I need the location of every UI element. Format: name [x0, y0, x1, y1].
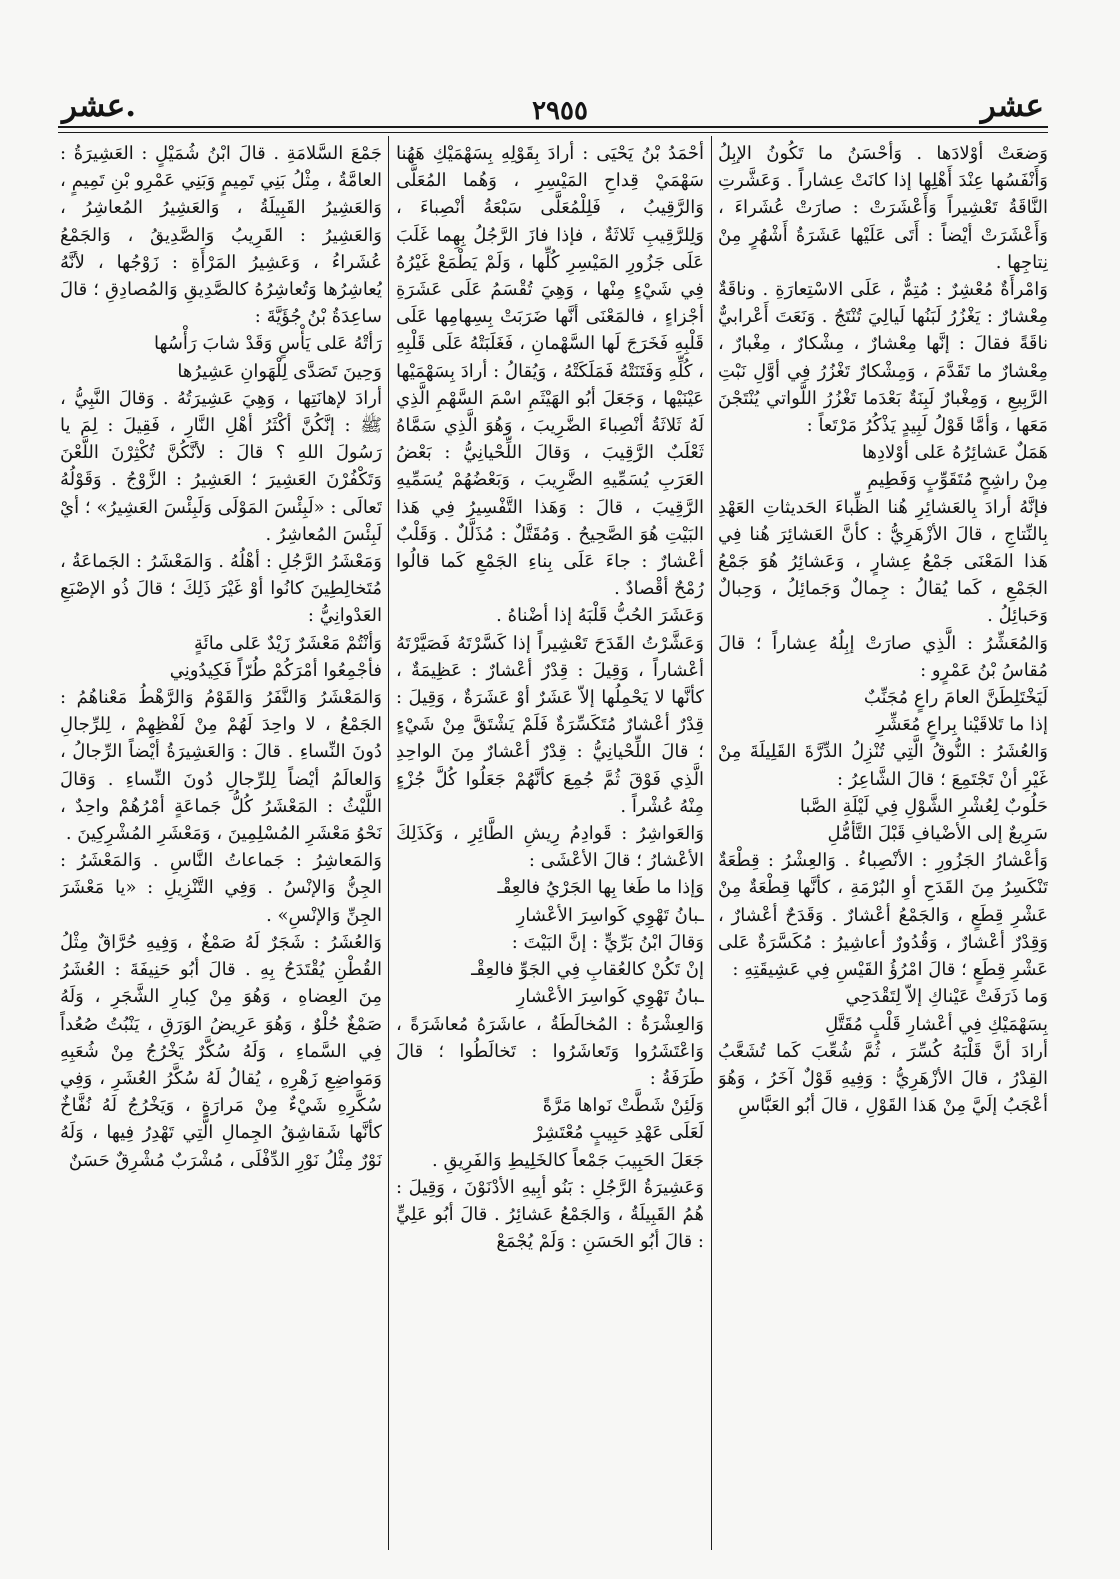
text-column-middle: [396, 140, 704, 1565]
header-rule: [58, 126, 1048, 128]
column-middle-text: أحْمَدُ بْنُ يَحْيَى : أرادَ بِقَوْلِهِ بِسَهْمَيْكِ هَهُنا سَهْمَيْ قِداحِ المَيْسِرِ ، وَهُما المُعَلَّى وَالرَّقِيبُ ، فَلِلْمُعَلَّى سَبْعَةُ أنْصِباءَ ، وَلِلرَّقِيبِ ثَلاثَةٌ ، فإذا فازَ الرَّجُلُ بِهِما غَلَبَ عَلَى جَزُورِ المَيْسِرِ كُلِّها ، وَلَمْ يَطْمَعْ غَيْرُهُ فِي شَيْءٍ مِنْها ، وَهِيَ تُقْسَمُ عَلَى عَشَرَةِ أجْزاءٍ ، فالمَعْنَى أنَّها ضَرَبَتْ بِسِهامِها عَلَى قَلْبِهِ فَخَرَجَ لَها السَّهْمانِ ، فَغَلَبَتْهُ عَلَى قَلْبِهِ ، كُلِّهِ وَفَتَنَتْهُ فَمَلَكَتْهُ ، وَيُقالُ : أرادَ بِسَهْمَيْها عَيْنَيْها ، وَجَعَلَ أبُو الهَيْثَمِ اسْمَ السَّهْمِ الَّذِي لَهُ ثَلاثَةُ أنْصِباءَ الضَّرِيبَ ، وَهُوَ الَّذِي سَمَّاهُ ثَعْلَبٌ الرَّقِيبَ ، وَقالَ اللِّحْيانِيُّ : بَعْضُ العَرَبِ يُسَمِّيهِ الضَّرِيبَ ، وَبَعْضُهُمْ يُسَمِّيهِ الرَّقِيبَ ، قالَ : وَهَذا التَّفْسِيرُ فِي هَذا البَيْتِ هُوَ الصَّحِيحُ . وَمُقَتَّلٌ : مُذَلَّلٌ . وَقَلْبٌ أعْشارٌ : جاءَ عَلَى بِناءِ الجَمْعِ كَما قالُوا رُمْحٌ أقْصادٌ . وَعَشَرَ الحُبُّ قَلْبَهُ إذا أضْناهُ . وَعَشَّرْتُ القَدَحَ تَعْشِيراً إذا كَسَّرْتَهُ فَصَيَّرْتَهُ أعْشاراً ، وَقِيلَ : قِدْرٌ أعْشارٌ : عَظِيمَةٌ ، كأنَّها لا يَحْمِلُها إلاّ عَشَرٌ أوْ عَشَرَةٌ ، وَقِيلَ : قِدْرٌ أعْشارٌ مُتَكَسِّرَةٌ فَلَمْ يَشْتَقَّ مِنْ شَيْءٍ ؛ قالَ اللِّحْيانِيُّ : قِدْرٌ أعْشارٌ مِنَ الواحِدِ الَّذِي فَوْقَ ثُمَّ جُمِعَ كأنَّهُمْ جَعَلُوا كُلَّ جُزْءٍ مِنْهُ عُشْراً . وَالعَواشِرُ : قَوادِمُ رِيشِ الطَّائِرِ ، وَكَذَلِكَ الأعْشارُ ؛ قالَ الأعْشَى : وَإذا ما طَغا بِها الجَرْيُ فالعِقْـ ـبانُ تَهْوِي كَواسِرَ الأعْشارِ وَقالَ ابْنُ بَرِّيٍّ : إنَّ البَيْتَ : إنْ تَكُنْ كالعُقابِ فِي الجَوِّ فالعِقْـ ـبانُ تَهْوِي كَواسِرَ الأعْشارِ وَالعِشْرَةُ : المُخالَطَةُ ، عاشَرَهُ مُعاشَرَةً ، وَاعْتَشَرُوا وَتَعاشَرُوا : تَخالَطُوا ؛ قالَ طَرَفَةُ : وَلَئِنْ شَطَّتْ نَواها مَرَّةً لَعَلَى عَهْدِ حَبِيبٍ مُعْتَشِرْ جَعَلَ الحَبِيبَ جَمْعاً كالخَلِيطِ وَالفَرِيقِ . وَعَشِيرَةُ الرَّجُلِ : بَنُو أبِيهِ الأدْنَوْنَ ، وَقِيلَ : هُمُ القَبِيلَةُ ، وَالجَمْعُ عَشائِرُ . قالَ أبُو عَلِيٍّ : قالَ أبُو الحَسَنِ : وَلَمْ يُجْمَعْ: [396, 143, 704, 1253]
column-divider-right: [711, 136, 712, 1550]
column-left-text: جَمْعَ السَّلامَةِ . قالَ ابْنُ شُمَيْلٍ : العَشِيرَةُ : العامَّةُ ، مِثْلُ بَنِي تَمِيمٍ وَبَنِي عَمْرِو بْنِ تَمِيمٍ ، وَالعَشِيرُ القَبِيلَةُ ، وَالعَشِيرُ المُعاشِرُ ، وَالعَشِيرُ : القَرِيبُ وَالصَّدِيقُ ، وَالجَمْعُ عُشَراءُ ، وَعَشِيرُ المَرْأَةِ : زَوْجُها ، لأنَّهُ يُعاشِرُها وَتُعاشِرُهُ كالصَّدِيقِ وَالمُصادِقِ ؛ قالَ ساعِدَةُ بْنُ جُؤَيَّةَ : رَأتْهُ عَلى يَأْسٍ وَقَدْ شابَ رَأْسُها وَحِينَ تَصَدَّى لِلْهَوانِ عَشِيرُها أرادَ لإهانَتِها ، وَهِيَ عَشِيرَتُهُ . وَقالَ النَّبِيُّ ، ﷺ : إنَّكُنَّ أكْثَرُ أهْلِ النَّارِ ، فَقِيلَ : لِمَ يا رَسُولَ اللهِ ؟ قالَ : لأنَّكُنَّ تُكْثِرْنَ اللَّعْنَ وَتَكْفُرْنَ العَشِيرَ ؛ العَشِيرُ : الزَّوْجُ . وَقَوْلُهُ تَعالَى : «لَبِئْسَ المَوْلَى وَلَبِئْسَ العَشِيرُ» ؛ أيْ لَبِئْسَ المُعاشِرُ . وَمَعْشَرُ الرَّجُلِ : أهْلُهُ . وَالمَعْشَرُ : الجَماعَةُ ، مُتَخالِطِينَ كانُوا أوْ غَيْرَ ذَلِكَ ؛ قالَ ذُو الإصْبَعِ العَدْوانِيُّ : وَأنْتُمْ مَعْشَرٌ زَيْدٌ عَلى مائَةٍ فأجْمِعُوا أمْرَكُمْ طُرّاً فَكِيدُونِي وَالمَعْشَرُ وَالنَّفَرُ وَالقَوْمُ وَالرَّهْطُ مَعْناهُمُ : الجَمْعُ ، لا واحِدَ لَهُمْ مِنْ لَفْظِهِمْ ، لِلرِّجالِ دُونَ النِّساءِ . قالَ : وَالعَشِيرَةُ أيْضاً الرِّجالُ ، وَالعالَمُ أيْضاً لِلرِّجالِ دُونَ النِّساءِ . وَقالَ اللَّيْثُ : المَعْشَرُ كُلُّ جَماعَةٍ أمْرُهُمْ واحِدٌ ، نَحْوُ مَعْشَرِ المُسْلِمِينَ ، وَمَعْشَرِ المُشْرِكِينَ . وَالمَعاشِرُ : جَماعاتُ النَّاسِ . وَالمَعْشَرُ : الجِنُّ وَالإنْسُ . وَفِي التَّنْزِيلِ : «يا مَعْشَرَ الجِنِّ وَالإنْسِ» . وَالعُشَرُ : شَجَرٌ لَهُ صَمْغٌ ، وَفِيهِ حُرَّاقٌ مِثْلُ القُطْنِ يُقْتَدَحُ بِهِ . قالَ أبُو حَنِيفَةَ : العُشَرُ مِنَ العِضاهِ ، وَهُوَ مِنْ كِبارِ الشَّجَرِ ، وَلَهُ صَمْغٌ حُلْوٌ ، وَهُوَ عَرِيضُ الوَرَقِ ، يَنْبُتُ صُعُداً فِي السَّماءِ ، وَلَهُ سُكَّرٌ يَخْرُجُ مِنْ شُعَبِهِ وَمَواضِعِ زَهْرِهِ ، يُقالُ لَهُ سُكَّرُ العُشَرِ ، وَفِي سُكَّرِهِ شَيْءٌ مِنْ مَرارَةٍ ، وَيَخْرُجُ لَهُ نُفَّاخٌ كأنَّها شَقاشِقُ الجِمالِ الَّتِي تَهْدِرُ فِيها ، وَلَهُ نَوْرٌ مِثْلُ نَوْرِ الدِّفْلَى ، مُشْرَبٌ مُشْرِقٌ حَسَنٌ: [60, 143, 382, 1171]
column-right-text: وَضعَتْ أوْلادَها . وَأحْسَنُ ما تَكُونُ الإبِلُ وَأَنْفَسُها عِنْدَ أَهْلِها إذا كانَتْ عِشاراً . وَعَشَّرتِ النَّاقَةُ تَعْشِيراً وَأَعْشَرَتْ : صارَتْ عُشَراءَ ، وَأَعْشَرَتْ أيْضاً : أَتَى عَلَيْها عَشَرَةُ أَشْهُرٍ مِنْ نِتاجِها . وَامْرأَةٌ مُعْشِرٌ : مُتِمٌّ ، عَلَى الاسْتِعارَةِ . وناقَةٌ مِعْشارٌ : يَغْزُرُ لَبَنُها لَيالِيَ تُنْتَجُ . وَنَعَتَ أَعْرابيٌّ ناقَةً فقالَ : إنَّها مِعْشارٌ ، مِشْكارٌ ، مِغْبارٌ ، مِعْشارٌ ما تَقَدَّمَ ، وَمِشْكارٌ تَغْزُرُ فِي أوَّلِ نَبْتِ الرَّبِيعِ ، وَمِغْبارٌ لَبِنَةٌ بَعْدَما تَغْزُرُ اللَّواتي يُنْتَجْنَ مَعَها ، وَأمَّا قَوْلُ لَبِيدٍ يَذْكُرُ مَرْتَعاً : هَمَلٌ عَشائِرُهُ عَلى أوْلادِها مِنْ راشِحٍ مُتَقَوِّبٍ وَفَطِيمِ فإنَّهُ أرادَ بِالعَشائِرِ هُنا الظِّباءَ الحَديثاتِ العَهْدِ بِالنِّتاجِ ، قالَ الأزْهَرِيُّ : كأنَّ العَشائِرَ هُنا فِي هَذا المَعْنَى جَمْعُ عِشارٍ ، وَعَشائِرُ هُوَ جَمْعُ الجَمْعِ ، كَما يُقالُ : جِمالٌ وَجَمائِلُ ، وَحِبالٌ وَحَبائِلُ . وَالمُعَشِّرُ : الَّذِي صارَتْ إبِلُهُ عِشاراً ؛ قالَ مُقاسُ بْنُ عَمْرٍو : لَيَخْتَلِطَنَّ العامَ راعٍ مُجَنِّبٌ إذا ما تَلاقَيْنا بِراعٍ مُعَشِّرِ وَالعُشَرُ : النُّوقُ الَّتِي تُنْزِلُ الدِّرَّةَ القَلِيلَةَ مِنْ غَيْرِ أنْ تَجْتَمِعَ ؛ قالَ الشَّاعِرُ : حَلُوبٌ لِعُشْرِ الشَّوْلِ فِي لَيْلَةِ الصَّبا سَرِيعٌ إلى الأضْيافِ قَبْلَ التَّأمُّلِ وَأعْشارُ الجَزُورِ : الأنْصِباءُ . وَالعِشْرُ : قِطْعَةٌ تَنْكَسِرُ مِنَ القَدَحِ أوِ البُرْمَةِ ، كأنَّها قِطْعَةٌ مِنْ عَشْرِ قِطَعٍ ، وَالجَمْعُ أعْشارٌ . وَقَدَحٌ أعْشارٌ ، وَقِدْرٌ أعْشارٌ ، وَقُدُورٌ أعاشِيرُ : مُكَسَّرَةٌ عَلى عَشْرِ قِطَعٍ ؛ قالَ امْرُؤُ القَيْسِ فِي عَشِيقَتِهِ : وَما ذَرَفَتْ عَيْناكِ إلاّ لِتَقْدَحِي بِسَهْمَيْكِ فِي أعْشارِ قَلْبٍ مُقَتَّلِ أرادَ أنَّ قَلْبَهُ كُسِّرَ ، ثُمَّ شُعِّبَ كَما تُشَعَّبُ القِدْرُ ، قالَ الأزْهَرِيُّ : وَفِيهِ قَوْلٌ آخَرُ ، وَهُوَ أعْجَبُ إلَيَّ مِنْ هَذا القَوْلِ ، قالَ أبُو العَبَّاسِ: [718, 143, 1048, 1117]
header-right-word: عشر: [980, 88, 1044, 124]
header-rule-thin: [58, 132, 1048, 133]
page-number: ٢٩٥٥: [532, 96, 588, 126]
header-left-word: عشر.: [62, 88, 137, 124]
text-column-left: [60, 140, 382, 1565]
text-column-right: [718, 140, 1048, 1565]
column-divider-left: [388, 136, 389, 1550]
